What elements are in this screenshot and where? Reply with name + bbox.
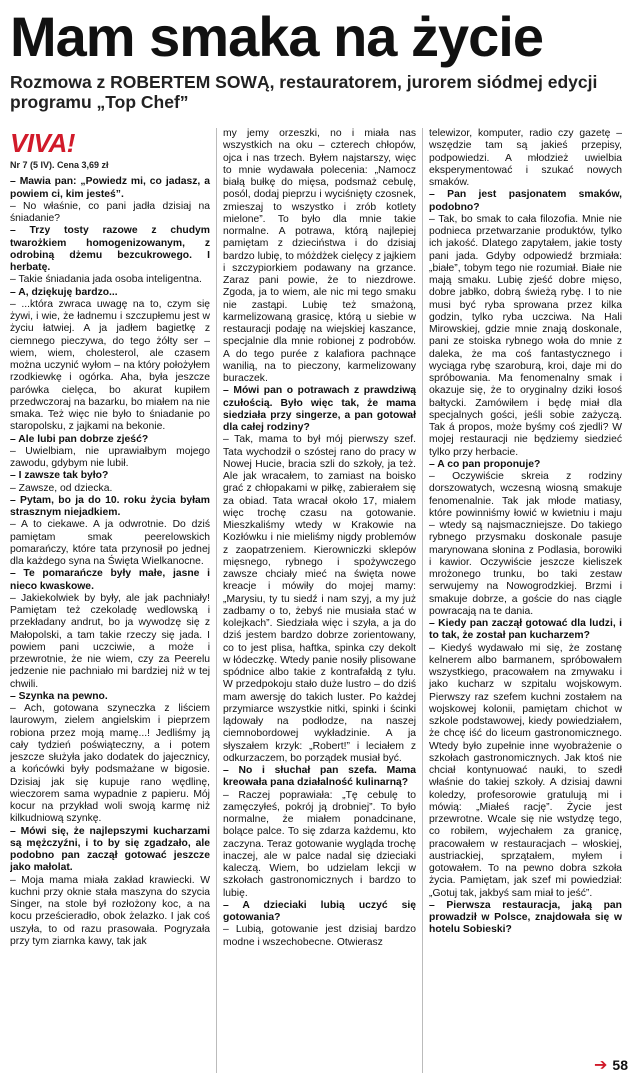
interview-question: – Pierwsza restauracja, jaką pan prowadził w Polsce, znajdowała się w hotelu Sobieski? [429, 899, 622, 936]
interview-question: – Te pomarańcze były małe, jasne i nieco kwaskowe. [10, 568, 210, 592]
interview-answer: – Kiedyś wydawało mi się, że zostanę kelnerem albo barmanem, spróbowałem wszystkiego, pracowałem na zmywaku i jako kucharz w szpitalu wojskowym. Pierwszy raz szefem kuchni zostałem na wojskowej kolonii, pamiętam chichot w szkole podstawowej, kiedy powiedziałem, że chcę iść do liceum gastronomicznego. Wtedy było zupełnie inne wyobrażenie o szkołach gastronomicznych. Jak ktoś nie chciał kontynuować nauki, to szedł właśnie do takiej szkoły. A dzisiaj dawni koledzy, profesorowie gratulują mi i mówią: „Miałeś rację”. Życie jest przewrotne. Wcale się nie wstydzę tego, co robiłem, wyjechałem za granicę, pracowałem w restauracjach – włoskiej, austriackiej, sprzątałem, myłem i gotowałem. To na pewno dobra szkoła życia. Pamiętam, jak szef mi powiedział: „Gotuj tak, jakbyś sam miał to jeść”. [429, 642, 622, 899]
interview-answer: – ...która zwraca uwagę na to, czym się żywi, i wie, że ładnemu i szczupłemu jest w życiu łatwiej. A ja jadłem bagietkę z ciemnego pieczywa, do tego żółty ser – wiem, wiem, cholesterol, ale czasem można uczynić wyłom – na który położyłem rzodkiewkę i ogórka. Aha, była jeszcze parówka cielęca, bo akurat kupiłem przedwczoraj na bazarku, bo miałem na nie smaka. Też więc nie było to śniadanie po staropolsku, z jajkami na bekonie. [10, 298, 210, 433]
interview-answer: – A to ciekawe. A ja odwrotnie. Do dziś pamiętam smak peerelowskich pomarańczy, które tata przynosił po jednej dla każdego syna na Święta Wielkanocne. [10, 519, 210, 567]
interview-answer: – Moja mama miała zakład krawiecki. W kuchni przy oknie stała maszyna do szycia Singer, na stole był rozłożony koc, a na kocu prześcieradło, obok żelazko. I jak coś uszyła, to od razu prasowała. Pogryzała przy tym ziarnka kawy, tak jak [10, 874, 210, 947]
interview-question: – Pan jest pasjonatem smaków, podobno? [429, 189, 622, 213]
interview-question: – No i słuchał pan szefa. Mama kreowała pana działalność kulinarną? [223, 765, 416, 789]
page-number-label: 58 [612, 1057, 628, 1073]
interview-answer: – Tak, mama to był mój pierwszy szef. Tata wychodził o szóstej rano do pracy w Nowej Hucie, bracia szli do szkoły, ja też. Ale jak wracałem, to zamiast na boisko grać z chłopakami w piłkę, zabierałem się za obiad. Tata wracał około 17, miałem więc trochę czasu na gotowanie. Mieszkaliśmy wtedy w Krakowie na Kozłówku i nie mieliśmy nigdy problemów z zaopatrzeniem. Kierowniczki sklepów mięsnego, rybnego i spożywczego zawsze chciały mieć na święta nowe kreacje i mówiły do mojej mamy: „Marysiu, ty tu siedź i nam szyj, a my już zadbamy o to, żebyś nie musiała stać w kolejkach”. Siedziała więc i szyła, a ja do dziś jestem bardzo dobrze zorientowany, co to jest plisa, haftka, spinka czy dekolt w łódeczkę. Wtedy panie nosiły plisowane spódnice albo takie z kontrafałdą z tyłu. W przedpokoju stało duże lustro – do dziś mam awersję do takich luster. Po każdej przymiarce wszystkie nitki, spinki i ścinki lądowały na podłodze, na naszej ciemnobordowej wykładzinie. A ja słyszałem krzyk: „Robert!” i leciałem z odkurzaczem, bo porządek musiał być. [223, 434, 416, 764]
column-1-body [10, 176, 210, 948]
interview-answer: my jemy orzeszki, no i miała nas wszystkich na oku – czterech chłopów, ojca i nas trzech. Byłem najstarszy, więc to mnie wydawała polecenia: „Namocz białą bułkę do mięsa, podsmaż cebulę, posól, dodaj pieprzu i wyciśnięty czosnek, zmieszaj to wszystko i zrób kotlety mielone”. To było dla mnie takie normalne. A potrawa, którą najlepiej pamiętam z dzieciństwa i do dzisiaj bardzo lubię, to móżdżek cielęcy z jajkiem i szczypiorkiem podawany na grzance. Zaraz pani powie, że to niezdrowe. Zgoda, ja to wiem, ale nic mi tego smaku nie zastąpi. Lubię też smażoną, karmelizowaną grasicę, którą u siebie w restauracji podaję na wiejskiej kaszance, specjalnie dla mnie robionej z podrobów. A do tego purée z kalafiora pachnące wanilią, na to pieczony, karmelizowany buraczek. [223, 128, 416, 384]
interview-answer: – Lubią, gotowanie jest dzisiaj bardzo modne i wszechobecne. Otwierasz [223, 924, 416, 948]
arrow-right-icon: ➔ [594, 1057, 608, 1074]
interview-question: – Mówi się, że najlepszymi kucharzami są mężczyźni, i to by się zgadzało, ale podobno pan zaczął gotować jeszcze jako małolat. [10, 825, 210, 874]
interview-answer: – Zawsze, od dziecka. [10, 482, 113, 494]
interview-question: – Mawia pan: „Powiedz mi, co jadasz, a powiem ci, kim jesteś”. [10, 176, 210, 200]
interview-question: – A dzieciaki lubią uczyć się gotowania? [223, 899, 416, 923]
article-columns [10, 128, 630, 1073]
column-1 [10, 128, 216, 1073]
column-3 [422, 128, 628, 1073]
interview-question: – A co pan proponuje? [429, 458, 541, 470]
column-3-body [429, 128, 622, 937]
interview-question: – I zawsze tak było? [10, 470, 109, 482]
interview-answer: – Takie śniadania jada osoba inteligentna. [10, 274, 202, 286]
interview-answer: – Uwielbiam, nie uprawiałbym mojego zawodu, gdybym nie lubił. [10, 445, 210, 469]
interview-question: – Szynka na pewno. [10, 690, 108, 702]
interview-answer: – Tak, bo smak to cała filozofia. Mnie nie podnieca przetwarzanie produktów, tylko ich jakość. Dlatego zapytałem, jakie tosty pani jada. Gdyby odpowiedź brzmiała: „białe”, tobym tego nie rozumiał. Białe nie mają smaku. Lubię zjeść dobre mięso, dobre jabłko, dobrą świeżą rybę. I to nie musi być ryba sprowana przez kilka godzin, tylko ryba uczciwa. Na Hali Mirowskiej, gdzie mnie znają doskonale, pani ze stoiska rybnego woła do mnie z daleka, że ma coś fantastycznego i wyciąga rybę szaroburą, kroi, daje mi do spróbowania. Ma fenomenalny smak i okazuje się, że to oryginalny dziki łosoś bałtycki. Zamówiłem i będę miał dla specjalnych gości, jeśli sobie zażyczą. Tak á propos, może byśmy coś zjedli? W mojej restauracji nie będziemy siedzieć tylko przy herbacie. [429, 213, 622, 458]
subtitle: Rozmowa z ROBERTEM SOWĄ, restauratorem, jurorem siódmej edycji programu „Top Chef” [10, 72, 598, 112]
interview-answer: – Ach, gotowana szyneczka z liściem laurowym, zielem angielskim i pieprzem robiona przez moją mamę...! Jedliśmy ją cały tydzień poświąteczny, a i potem jeszcze służyła jako dodatek do jajecznicy, a końcówki były podsmażane w bigosie. Dzisiaj jak się kupuje rano wędlinę, wieczorem sama wypadnie z papieru. Mój kocur na przykład woli swoją karmę niż kilkudniową szynkę. [10, 703, 210, 825]
interview-answer: – No właśnie, co pani jadła dzisiaj na śniadanie? [10, 200, 210, 224]
column-2 [216, 128, 422, 1073]
issue-info: Nr 7 (5 IV). Cena 3,69 zł [10, 160, 109, 170]
interview-answer: – Jakiekolwiek by były, ale jak pachniały! Pamiętam też czekoladę wedlowską i przekładany andrut, bo ja wywodzę się z Małopolski, a tam takie rzeczy się jada. I powiem pani uczciwie, a może i przewrotnie, że nie wiem, czy za Peerelu jedzenie nie pachniało mi bardziej niż w tej chwili. [10, 592, 210, 690]
headline: Mam smaka na życie [10, 5, 543, 68]
column-2-body [223, 128, 416, 949]
interview-question: – Ale lubi pan dobrze zjeść? [10, 433, 149, 445]
interview-answer: telewizor, komputer, radio czy gazetę – wszędzie tam są jakieś przepisy, podpowiedzi. A młodzież uwielbia eksperymentować i szukać nowych smaków. [429, 128, 622, 188]
page-number [594, 1055, 628, 1075]
interview-answer: – Oczywiście skreia z rodziny dorszowatych, wczesną wiosną smakuje fenomenalnie. Tak jak młode matiasy, które powinniśmy łowić w kwietniu i maju – wtedy są najsmaczniejsze. Do takiego rybnego przysmaku doskonale pasuje marynowana słonina z Podlasia, borowiki i kawior. Oczywiście jeszcze kieliszek mrożonego trunku, bo taki zestaw serwujemy na Nowogrodzkiej. Brzmi i smakuje dobrze, a goście do nas ciągle powracają na te dania. [429, 471, 622, 617]
interview-question: – A, dziękuję bardzo... [10, 286, 118, 298]
brand-logo: VIVA! [10, 128, 75, 158]
interview-answer: – Raczej poprawiała: „Tę cebulę to zamęczyłeś, pokrój ją drobniej”. To było normalne, że miałem ponadcinane, bolące palce. To się zdarza każdemu, kto zaczyna. Teraz gotowanie wygląda trochę inaczej, ale w palce nadal się dzieciaki kaleczą. Wiem, bo udzielam lekcji w szkołach gastronomicznych i bardzo to lubię. [223, 789, 416, 899]
interview-question: – Pytam, bo ja do 10. roku życia byłam strasznym niejadkiem. [10, 494, 210, 518]
interview-question: – Mówi pan o potrawach z prawdziwą czułością. Było więc tak, że mama siedziała przy singerze, a pan gotował dla całej rodziny? [223, 385, 416, 433]
interview-question: – Trzy tosty razowe z chudym twarożkiem homogenizowanym, z odrobiną dżemu bezcukrowego. I herbatę. [10, 225, 210, 273]
interview-question: – Kiedy pan zaczął gotować dla ludzi, i to tak, że został pan kucharzem? [429, 618, 622, 642]
